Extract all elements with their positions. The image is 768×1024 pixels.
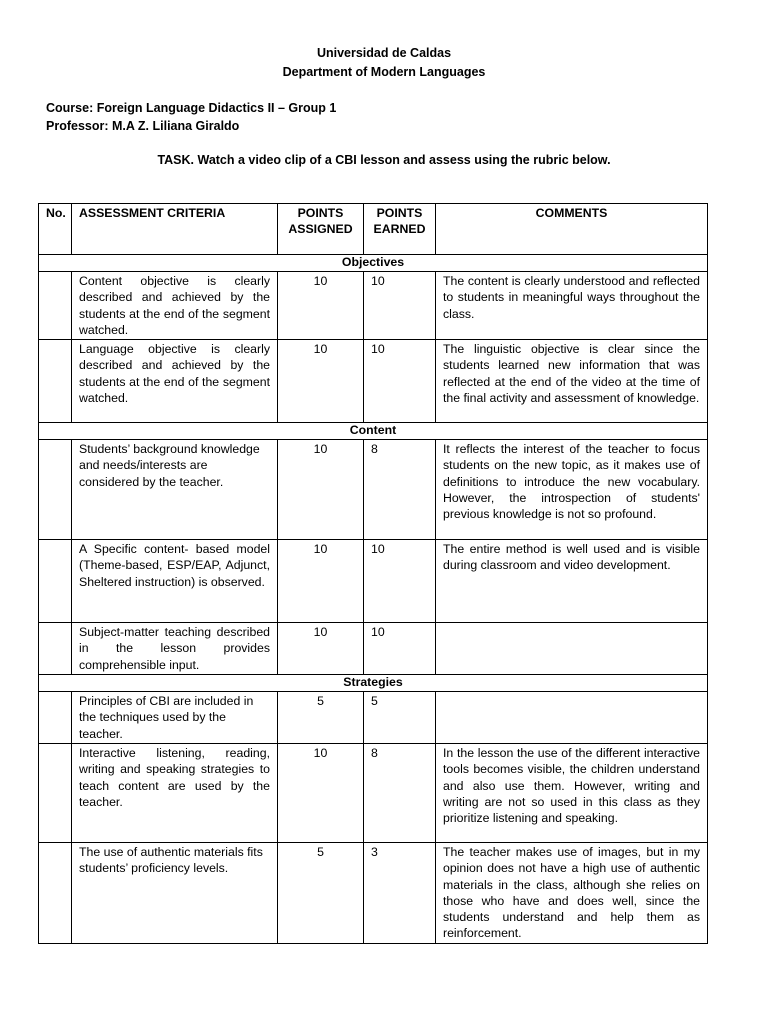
points-earned-cell: 8 bbox=[364, 440, 436, 540]
header-comments: COMMENTS bbox=[436, 204, 708, 255]
comment-cell bbox=[436, 692, 708, 744]
rubric-table bbox=[38, 203, 708, 944]
points-earned-cell: 10 bbox=[364, 340, 436, 423]
criteria-cell: Subject-matter teaching described in the lesson provides comprehensible input. bbox=[72, 623, 278, 675]
table-row bbox=[39, 340, 708, 423]
points-earned-cell: 10 bbox=[364, 540, 436, 623]
points-earned-cell: 5 bbox=[364, 692, 436, 744]
comment-cell: It reflects the interest of the teacher to focus students on the new topic, as it makes use of definitions to introduce the new vocabulary. However, the introspection of students' previous knowledge is not so profound. bbox=[436, 440, 708, 540]
row-number bbox=[39, 623, 72, 675]
section-row bbox=[39, 255, 708, 272]
criteria-cell: Language objective is clearly described and achieved by the students at the end of the segment watched. bbox=[72, 340, 278, 423]
row-number bbox=[39, 540, 72, 623]
points-assigned-cell: 10 bbox=[278, 540, 364, 623]
criteria-cell: Content objective is clearly described and achieved by the students at the end of the segment watched. bbox=[72, 272, 278, 340]
row-number bbox=[39, 340, 72, 423]
points-earned-cell: 10 bbox=[364, 623, 436, 675]
department-name: Department of Modern Languages bbox=[282, 65, 486, 79]
criteria-cell: Interactive listening, reading, writing and speaking strategies to teach content are used by the teacher. bbox=[72, 743, 278, 842]
section-title: Objectives bbox=[39, 255, 708, 272]
comment-cell: The teacher makes use of images, but in my opinion does not have a high use of authentic materials in the class, although she relies on those who have and does well, since the students understand and help them as reinforcement. bbox=[436, 842, 708, 943]
table-row bbox=[39, 743, 708, 842]
course-line: Course: Foreign Language Didactics II – Group 1 bbox=[46, 101, 337, 115]
row-number bbox=[39, 272, 72, 340]
criteria-cell: Principles of CBI are included in the techniques used by the teacher. bbox=[72, 692, 278, 744]
header-no: No. bbox=[39, 204, 72, 255]
header-points-assigned: POINTS ASSIGNED bbox=[278, 204, 364, 255]
points-earned-cell: 8 bbox=[364, 743, 436, 842]
points-assigned-cell: 10 bbox=[278, 440, 364, 540]
comment-cell: The entire method is well used and is visible during classroom and video development. bbox=[436, 540, 708, 623]
points-assigned-cell: 10 bbox=[278, 272, 364, 340]
points-assigned-cell: 5 bbox=[278, 692, 364, 744]
table-row bbox=[39, 623, 708, 675]
professor-line: Professor: M.A Z. Liliana Giraldo bbox=[46, 119, 240, 133]
points-earned-cell: 10 bbox=[364, 272, 436, 340]
header-points-earned: POINTS EARNED bbox=[364, 204, 436, 255]
task-instruction: TASK. Watch a video clip of a CBI lesson and assess using the rubric below. bbox=[157, 153, 611, 167]
row-number bbox=[39, 692, 72, 744]
header-criteria: ASSESSMENT CRITERIA bbox=[72, 204, 278, 255]
table-row bbox=[39, 272, 708, 340]
criteria-cell: A Specific content- based model (Theme-based, ESP/EAP, Adjunct, Sheltered instruction) is observed. bbox=[72, 540, 278, 623]
points-assigned-cell: 10 bbox=[278, 340, 364, 423]
section-title: Strategies bbox=[39, 675, 708, 692]
points-assigned-cell: 5 bbox=[278, 842, 364, 943]
comment-cell: The content is clearly understood and reflected to students in meaningful ways throughout the class. bbox=[436, 272, 708, 340]
points-earned-cell: 3 bbox=[364, 842, 436, 943]
comment-cell: The linguistic objective is clear since the students learned new information that was reflected at the end of the video at the time of the final activity and assessment of knowledge. bbox=[436, 340, 708, 423]
row-number bbox=[39, 842, 72, 943]
table-row bbox=[39, 440, 708, 540]
comment-cell bbox=[436, 623, 708, 675]
table-row bbox=[39, 842, 708, 943]
points-assigned-cell: 10 bbox=[278, 623, 364, 675]
criteria-cell: Students’ background knowledge and needs/interests are considered by the teacher. bbox=[72, 440, 278, 540]
comment-cell: In the lesson the use of the different interactive tools becomes visible, the children understand and also use them. However, writing and writing are not so used in this class as they prioritize listening and speaking. bbox=[436, 743, 708, 842]
points-assigned-cell: 10 bbox=[278, 743, 364, 842]
section-title: Content bbox=[39, 423, 708, 440]
criteria-cell: The use of authentic materials fits students’ proficiency levels. bbox=[72, 842, 278, 943]
row-number bbox=[39, 440, 72, 540]
section-row bbox=[39, 675, 708, 692]
row-number bbox=[39, 743, 72, 842]
section-row bbox=[39, 423, 708, 440]
table-row bbox=[39, 692, 708, 744]
university-name: Universidad de Caldas bbox=[316, 46, 452, 60]
table-row bbox=[39, 540, 708, 623]
